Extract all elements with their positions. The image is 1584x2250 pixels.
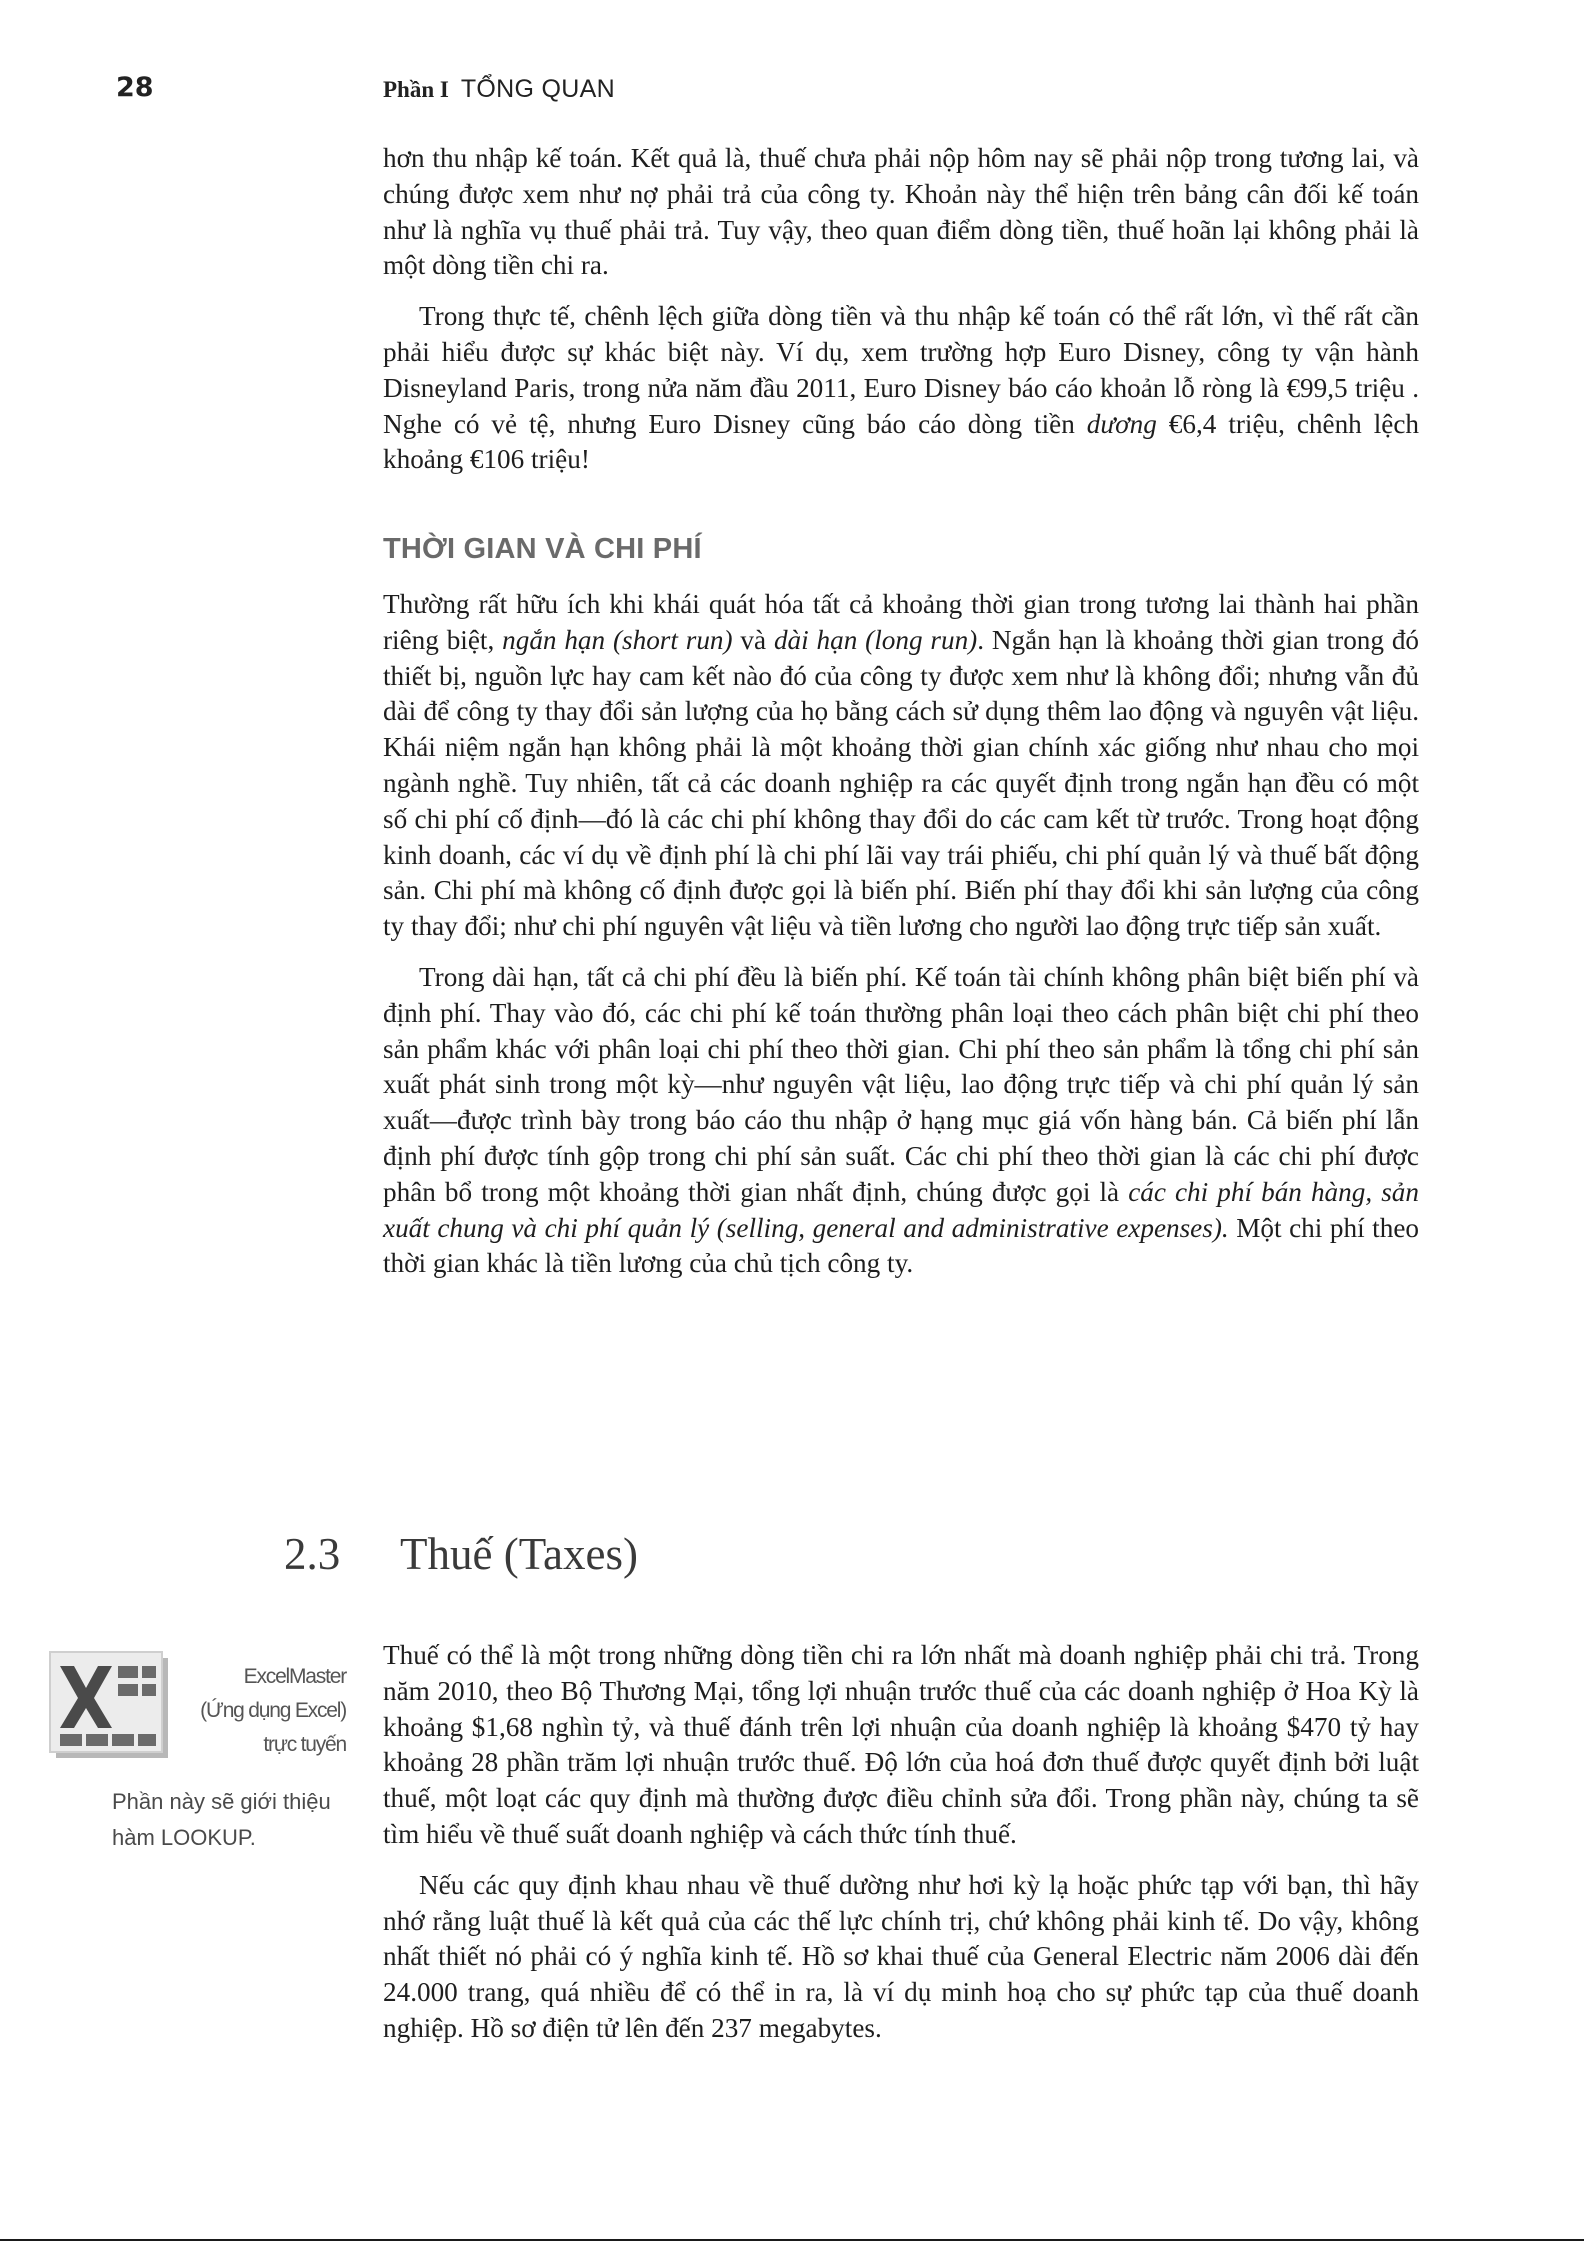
subsection-heading: THỜI GIAN VÀ CHI PHÍ xyxy=(383,533,702,565)
section-title: Thuế (Taxes) xyxy=(400,1529,638,1579)
section-number: 2.3 xyxy=(284,1529,341,1579)
brand-line-3: trực tuyến xyxy=(263,1733,346,1756)
tc-p1-text-mid: và xyxy=(732,624,774,655)
tc-p1-text-a: Thường rất hữu ích khi khái quát hóa tất cả khoảng thời gian trong tương lai thành hai phần riêng biệt, xyxy=(383,589,1419,655)
intro-p2-emphasis: dương xyxy=(1086,408,1157,439)
intro-paragraph-1: hơn thu nhập kế toán. Kết quả là, thuế chưa phải nộp hôm nay sẽ phải nộp trong tương lai, và chúng được xem như nợ phải trả của công ty. Khoản này thể hiện trên bảng cân đối kế toán như là nghĩa vụ thuế phải trả. Tuy vậy, theo quan điểm dòng tiền, thuế hoãn lại không phải là một dòng tiền chi ra. xyxy=(383,143,1419,281)
sga-term: các chi phí bán hàng, sản xuất chung và chi phí quản lý (selling, general and administrative expenses). xyxy=(383,1176,1419,1243)
time-costs-text xyxy=(383,587,1419,1282)
intro-text xyxy=(383,141,1419,478)
short-run-term: ngắn hạn (short run) xyxy=(502,624,733,655)
chapter-title: TỔNG QUAN xyxy=(460,75,615,103)
brand-line-2: (Ứng dụng Excel) xyxy=(200,1699,346,1722)
taxes-paragraph-1: Thuế có thể là một trong những dòng tiền chi ra lớn nhất mà doanh nghiệp phải chi trả. Trong năm 2010, theo Bộ Thương Mại, tổng lợi nhuận trước thuế của các doanh nghiệp ở Hoa Kỳ là khoảng $1,68 nghìn tỷ, và thuế đánh trên lợi nhuận của doanh nghiệp là khoảng $470 tỷ hay khoảng 28 phần trăm lợi nhuận trước thuế. Độ lớn của hoá đơn thuế được quyết định bởi luật thuế, một loạt các quy định mà thường được điều chỉnh sửa đổi. Trong phần này, chúng ta sẽ tìm hiểu về thuế suất doanh nghiệp và cách thức tính thuế. xyxy=(383,1640,1419,1849)
sidebar-caption: Phần này sẽ giới thiệu hàm LOOKUP. xyxy=(112,1789,331,1850)
page-number: 28 xyxy=(116,72,154,103)
tc-p2-text-a: Trong dài hạn, tất cả chi phí đều là biến phí. Kế toán tài chính không phân biệt biến phí và định phí. Thay vào đó, các chi phí kế toán thường phân loại theo cách phân biệt chi phí theo sản phẩm khác với phân loại chi phí theo thời gian. Chi phí theo sản phẩm là tổng chi phí sản xuất phát sinh trong một kỳ—như nguyên vật liệu, lao động trực tiếp và chi phí quản lý sản xuất—được trình bày trong báo cáo thu nhập ở hạng mục giá vốn hàng bán. Cả biến phí lẫn định phí được tính gộp trong chi phí sản suất. Các chi phí theo thời gian là các chi phí được phân bổ trong một khoảng thời gian nhất định, chúng được gọi là xyxy=(383,961,1419,1207)
time-costs-paragraph-2 xyxy=(383,960,1419,1282)
long-run-term: dài hạn (long run) xyxy=(773,624,978,655)
excel-icon xyxy=(46,1648,178,1766)
taxes-text xyxy=(383,1638,1419,2047)
brand-line-1: ExcelMaster xyxy=(243,1665,346,1688)
bottom-rule xyxy=(0,2239,1584,2241)
intro-p2-text-a: Trong thực tế, chênh lệch giữa dòng tiền và thu nhập kế toán có thể rất lớn, vì thế rất cần phải hiểu được sự khác biệt này. Ví dụ, xem trường hợp Euro Disney, công ty vận hành Disneyland Paris, trong nửa năm đầu 2011, Euro Disney báo cáo khoản lỗ ròng là €99,5 triệu . Nghe có vẻ tệ, nhưng Euro Disney cũng báo cáo dòng tiền xyxy=(383,301,1419,439)
section-heading xyxy=(284,1528,638,1580)
tc-p2-text-b: Một chi phí theo thời gian khác là tiền lương của chủ tịch công ty. xyxy=(383,1212,1419,1279)
running-head xyxy=(383,75,615,104)
intro-paragraph-2 xyxy=(383,299,1419,478)
intro-p2-text-b: €6,4 triệu, chênh lệch khoảng €106 triệu! xyxy=(383,408,1419,475)
taxes-paragraph-2: Nếu các quy định khau nhau về thuế dường như hơi kỳ lạ hoặc phức tạp với bạn, thì hãy nhớ rằng luật thuế là kết quả của các thế lực chính trị, chứ không phải kinh tế. Do vậy, không nhất thiết nó phải có ý nghĩa kinh tế. Hồ sơ khai thuế của General Electric năm 2006 dài đến 24.000 trang, quá nhiều để có thể in ra, là ví dụ minh hoạ cho sự phức tạp của thuế doanh nghiệp. Hồ sơ điện tử lên đến 237 megabytes. xyxy=(383,1869,1419,2043)
tc-p1-text-b: . Ngắn hạn là khoảng thời gian trong đó thiết bị, nguồn lực hay cam kết nào đó của công ty được xem như là không đổi; nhưng vẫn đủ dài để công ty thay đổi sản lượng của họ bằng cách sử dụng thêm lao động và nguyên vật liệu. Khái niệm ngắn hạn không phải là một khoảng thời gian chính xác giống như nhau cho mọi ngành nghề. Tuy nhiên, tất cả các doanh nghiệp ra các quyết định trong ngắn hạn đều có một số chi phí cố định—đó là các chi phí không thay đổi do các cam kết từ trước. Trong hoạt động kinh doanh, các ví dụ về định phí là chi phí lãi vay trái phiếu, chi phí quản lý và thuế bất động sản. Chi phí mà không cố định được gọi là biến phí. Biến phí thay đổi khi sản lượng của công ty thay đổi; như chi phí nguyên vật liệu và tiền lương cho người lao động trực tiếp sản xuất. xyxy=(383,624,1420,942)
time-costs-paragraph-1 xyxy=(383,587,1419,945)
sidebar-brand xyxy=(178,1660,346,1762)
part-label: Phần I xyxy=(383,77,449,102)
